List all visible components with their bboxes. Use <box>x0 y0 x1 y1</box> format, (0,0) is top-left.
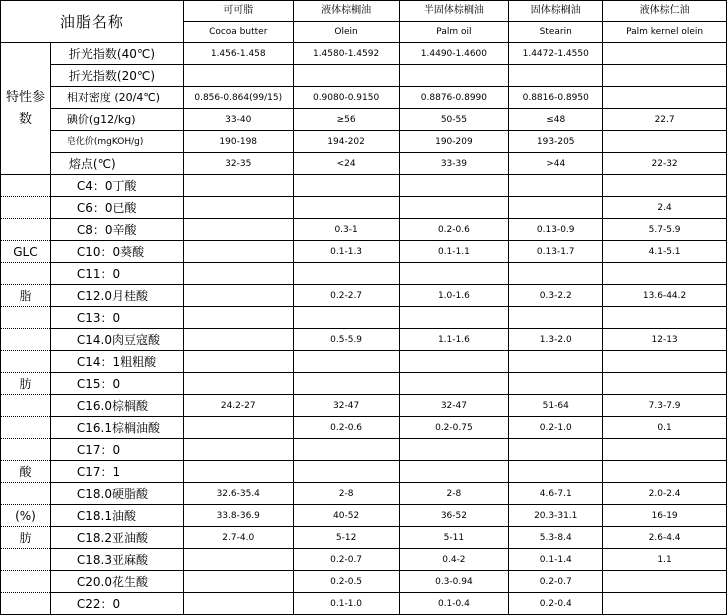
property-value: 50-55 <box>399 109 509 131</box>
fatty-acid-value <box>603 175 727 197</box>
fatty-acid-value <box>293 461 399 483</box>
fatty-acid-value: 0.1-1.1 <box>399 241 509 263</box>
fatty-acid-value <box>509 307 603 329</box>
fatty-acid-value: 1.1-1.6 <box>399 329 509 351</box>
property-value: 0.856-0.864(99/15) <box>183 87 293 109</box>
property-row <box>1 87 727 109</box>
property-name: 碘价(g12/kg) <box>50 109 183 131</box>
fatty-acid-name: C18.1油酸 <box>50 505 183 527</box>
fatty-acid-value <box>399 461 509 483</box>
fatty-acid-side-cell <box>1 175 51 197</box>
property-value: 0.8816-0.8950 <box>509 87 603 109</box>
fatty-acid-value: 0.4-2 <box>399 549 509 571</box>
fatty-acid-row <box>1 483 727 505</box>
fatty-acid-row <box>1 219 727 241</box>
fatty-acid-row <box>1 395 727 417</box>
fatty-acid-value: 0.2-0.4 <box>509 593 603 615</box>
fatty-acid-name: C11：0 <box>50 263 183 285</box>
property-value <box>603 87 727 109</box>
fatty-acid-value <box>509 197 603 219</box>
fatty-acid-value: 2-8 <box>399 483 509 505</box>
fatty-acid-value <box>603 593 727 615</box>
fatty-acid-row <box>1 285 727 307</box>
property-value: 193-205 <box>509 131 603 153</box>
fatty-acid-row <box>1 197 727 219</box>
property-value: 1.456-1.458 <box>183 43 293 65</box>
fatty-acid-value <box>183 593 293 615</box>
fatty-acid-side-cell <box>1 571 51 593</box>
fatty-acid-value: 0.2-0.6 <box>293 417 399 439</box>
fatty-acid-value <box>183 285 293 307</box>
fatty-acid-row <box>1 329 727 351</box>
fatty-acid-name: C4：0丁酸 <box>50 175 183 197</box>
column-header-en: Palm kernel olein <box>603 22 727 43</box>
fatty-acid-side-label: (%) <box>1 505 51 527</box>
fatty-acid-value: 0.3-0.94 <box>399 571 509 593</box>
fatty-acid-row <box>1 351 727 373</box>
fatty-acid-name: C14：1粗粗酸 <box>50 351 183 373</box>
fatty-acid-name: C12.0月桂酸 <box>50 285 183 307</box>
fatty-acid-value <box>509 439 603 461</box>
property-name: 折光指数(20℃) <box>50 65 183 87</box>
column-header-cn: 半固体棕榈油 <box>399 1 509 22</box>
property-value <box>183 65 293 87</box>
fatty-acid-value: 5.3-8.4 <box>509 527 603 549</box>
fatty-acid-value: 0.1-0.4 <box>399 593 509 615</box>
fatty-acid-value: 0.2-0.75 <box>399 417 509 439</box>
fatty-acid-value <box>509 461 603 483</box>
fatty-acid-row <box>1 571 727 593</box>
property-value: >44 <box>509 153 603 175</box>
fatty-acid-value: 0.5-5.9 <box>293 329 399 351</box>
fatty-acid-value: 4.6-7.1 <box>509 483 603 505</box>
fatty-acid-name: C16.1棕榈油酸 <box>50 417 183 439</box>
fatty-acid-value <box>183 549 293 571</box>
fatty-acid-value: 5.7-5.9 <box>603 219 727 241</box>
fatty-acid-value: 32-47 <box>399 395 509 417</box>
fatty-acid-row <box>1 263 727 285</box>
property-value: 0.9080-0.9150 <box>293 87 399 109</box>
fatty-acid-name: C18.2亚油酸 <box>50 527 183 549</box>
fatty-acid-value: 0.2-2.7 <box>293 285 399 307</box>
fatty-acid-value <box>603 373 727 395</box>
fatty-acid-value <box>509 263 603 285</box>
fatty-acid-name: C10：0葵酸 <box>50 241 183 263</box>
property-name: 相对密度 (20/4℃) <box>50 87 183 109</box>
fatty-acid-side-label: 肪 <box>1 527 51 549</box>
fatty-acid-name: C8：0辛酸 <box>50 219 183 241</box>
fatty-acid-value: 4.1-5.1 <box>603 241 727 263</box>
fatty-acid-name: C13：0 <box>50 307 183 329</box>
property-value: 190-198 <box>183 131 293 153</box>
fatty-acid-value <box>603 307 727 329</box>
column-header-cn: 液体棕榈油 <box>293 1 399 22</box>
fatty-acid-value <box>183 571 293 593</box>
fatty-acid-value: 24.2-27 <box>183 395 293 417</box>
fatty-acid-value: 36-52 <box>399 505 509 527</box>
property-value <box>293 65 399 87</box>
fatty-acid-value <box>293 373 399 395</box>
fatty-acid-name: C18.0硬脂酸 <box>50 483 183 505</box>
fatty-acid-value <box>183 439 293 461</box>
fatty-acid-side-cell <box>1 263 51 285</box>
property-name: 皂化价(mgKOH/g) <box>50 131 183 153</box>
property-value <box>603 65 727 87</box>
fatty-acid-side-cell <box>1 329 51 351</box>
fatty-acid-value <box>399 197 509 219</box>
fatty-acid-row <box>1 439 727 461</box>
fatty-acid-value: 1.1 <box>603 549 727 571</box>
fatty-acid-value <box>293 263 399 285</box>
fatty-acid-name: C17：1 <box>50 461 183 483</box>
fatty-acid-value: 0.2-0.6 <box>399 219 509 241</box>
property-value <box>399 65 509 87</box>
fatty-acid-value: 2.0-2.4 <box>603 483 727 505</box>
table-title: 油脂名称 <box>1 1 184 43</box>
fatty-acid-value: 33.8-36.9 <box>183 505 293 527</box>
column-header-en: Cocoa butter <box>183 22 293 43</box>
fatty-acid-name: C18.3亚麻酸 <box>50 549 183 571</box>
column-header-en: Stearin <box>509 22 603 43</box>
property-row <box>1 65 727 87</box>
fatty-acid-side-cell <box>1 439 51 461</box>
fatty-acid-row <box>1 505 727 527</box>
fatty-acid-value: 1.0-1.6 <box>399 285 509 307</box>
fatty-acid-value: 2.6-4.4 <box>603 527 727 549</box>
property-row <box>1 131 727 153</box>
fatty-acid-side-cell <box>1 483 51 505</box>
property-name: 熔点(℃) <box>50 153 183 175</box>
fatty-acid-value <box>183 219 293 241</box>
fatty-acid-row <box>1 307 727 329</box>
fatty-acid-value <box>399 351 509 373</box>
fatty-acid-value: 0.2-0.7 <box>509 571 603 593</box>
property-value: <24 <box>293 153 399 175</box>
property-value: 1.4472-1.4550 <box>509 43 603 65</box>
fatty-acid-value <box>183 241 293 263</box>
property-value: 194-202 <box>293 131 399 153</box>
fatty-acid-side-cell <box>1 307 51 329</box>
fatty-acid-row <box>1 549 727 571</box>
column-header-cn: 可可脂 <box>183 1 293 22</box>
fatty-acid-value: 0.3-2.2 <box>509 285 603 307</box>
fatty-acid-value <box>293 439 399 461</box>
fatty-acid-value: 0.13-0.9 <box>509 219 603 241</box>
fatty-acid-value <box>509 351 603 373</box>
fatty-acid-value <box>509 373 603 395</box>
property-value <box>603 43 727 65</box>
fatty-acid-value <box>293 307 399 329</box>
fatty-acid-value <box>603 571 727 593</box>
fatty-acid-row <box>1 175 727 197</box>
fatty-acid-value: 5-12 <box>293 527 399 549</box>
fatty-acid-value <box>603 351 727 373</box>
fatty-acid-side-cell <box>1 417 51 439</box>
property-value: ≤48 <box>509 109 603 131</box>
fatty-acid-value <box>603 461 727 483</box>
property-row <box>1 43 727 65</box>
column-header-en: Olein <box>293 22 399 43</box>
fatty-acid-value <box>399 439 509 461</box>
property-value: 22-32 <box>603 153 727 175</box>
column-header-cn: 液体棕仁油 <box>603 1 727 22</box>
fatty-acid-side-label: 脂 <box>1 285 51 307</box>
fatty-acid-value: 0.3-1 <box>293 219 399 241</box>
fatty-acid-value <box>183 461 293 483</box>
fatty-acid-value <box>183 417 293 439</box>
fatty-acid-side-label: 肪 <box>1 373 51 395</box>
fatty-acid-value: 0.2-0.7 <box>293 549 399 571</box>
property-value: 0.8876-0.8990 <box>399 87 509 109</box>
fatty-acid-value <box>293 175 399 197</box>
fatty-acid-value: 2.7-4.0 <box>183 527 293 549</box>
fatty-acid-value: 40-52 <box>293 505 399 527</box>
property-value: 190-209 <box>399 131 509 153</box>
fatty-acid-name: C14.0肉豆寇酸 <box>50 329 183 351</box>
fatty-acid-value <box>183 175 293 197</box>
fatty-acid-value <box>603 263 727 285</box>
fatty-acid-value <box>603 439 727 461</box>
fatty-acid-row <box>1 593 727 615</box>
fatty-acid-value: 32.6-35.4 <box>183 483 293 505</box>
fatty-acid-value <box>509 175 603 197</box>
fatty-acid-name: C22：0 <box>50 593 183 615</box>
fatty-acid-row <box>1 527 727 549</box>
fatty-acid-row <box>1 417 727 439</box>
fatty-acid-value <box>183 197 293 219</box>
fatty-acid-value: 2.4 <box>603 197 727 219</box>
fatty-acid-side-cell <box>1 351 51 373</box>
property-value: 32-35 <box>183 153 293 175</box>
property-value: 33-40 <box>183 109 293 131</box>
column-header-en: Palm oil <box>399 22 509 43</box>
fatty-acid-value: 0.13-1.7 <box>509 241 603 263</box>
fatty-acid-value <box>399 175 509 197</box>
fatty-acid-row <box>1 241 727 263</box>
property-row <box>1 153 727 175</box>
fatty-acid-side-cell <box>1 549 51 571</box>
property-value: 22.7 <box>603 109 727 131</box>
fatty-acid-side-cell <box>1 197 51 219</box>
fatty-acid-side-cell <box>1 395 51 417</box>
fatty-acid-value: 0.1-1.4 <box>509 549 603 571</box>
fatty-acid-name: C20.0花生酸 <box>50 571 183 593</box>
property-value: 33-39 <box>399 153 509 175</box>
property-value <box>509 65 603 87</box>
fatty-acid-side-cell <box>1 219 51 241</box>
fatty-acid-value <box>183 307 293 329</box>
property-value <box>603 131 727 153</box>
fatty-acid-value: 13.6-44.2 <box>603 285 727 307</box>
property-value: ≥56 <box>293 109 399 131</box>
fatty-acid-value: 0.2-1.0 <box>509 417 603 439</box>
fatty-acid-value: 0.1-1.0 <box>293 593 399 615</box>
fatty-acid-value <box>183 373 293 395</box>
fatty-acid-name: C17：0 <box>50 439 183 461</box>
fatty-acid-value <box>293 351 399 373</box>
fatty-acid-value <box>183 263 293 285</box>
fatty-acid-value: 0.1-1.3 <box>293 241 399 263</box>
fatty-acid-value: 5-11 <box>399 527 509 549</box>
properties-group-label: 特性参数 <box>1 43 51 175</box>
fatty-acid-value: 20.3-31.1 <box>509 505 603 527</box>
property-row <box>1 109 727 131</box>
fatty-acid-value <box>293 197 399 219</box>
fatty-acid-side-cell <box>1 593 51 615</box>
fatty-acid-side-label: 酸 <box>1 461 51 483</box>
fatty-acid-value: 7.3-7.9 <box>603 395 727 417</box>
fatty-acid-row <box>1 461 727 483</box>
fatty-acid-value <box>399 307 509 329</box>
property-value: 1.4580-1.4592 <box>293 43 399 65</box>
property-value: 1.4490-1.4600 <box>399 43 509 65</box>
fatty-acid-value: 12-13 <box>603 329 727 351</box>
fatty-acid-value: 32-47 <box>293 395 399 417</box>
fatty-acid-value <box>183 351 293 373</box>
fatty-acid-side-label: GLC <box>1 241 51 263</box>
fatty-acid-name: C6：0已酸 <box>50 197 183 219</box>
fatty-acid-name: C16.0棕榈酸 <box>50 395 183 417</box>
fatty-acid-value: 16-19 <box>603 505 727 527</box>
fatty-acid-value: 2-8 <box>293 483 399 505</box>
property-name: 折光指数(40℃) <box>50 43 183 65</box>
fatty-acid-value <box>399 373 509 395</box>
fatty-acid-value <box>399 263 509 285</box>
fatty-acid-value: 0.2-0.5 <box>293 571 399 593</box>
fatty-acid-name: C15：0 <box>50 373 183 395</box>
fatty-acid-value: 51-64 <box>509 395 603 417</box>
fatty-acid-row <box>1 373 727 395</box>
fatty-acid-value: 0.1 <box>603 417 727 439</box>
fatty-acid-value <box>183 329 293 351</box>
fatty-acid-value: 1.3-2.0 <box>509 329 603 351</box>
column-header-cn: 固体棕榈油 <box>509 1 603 22</box>
